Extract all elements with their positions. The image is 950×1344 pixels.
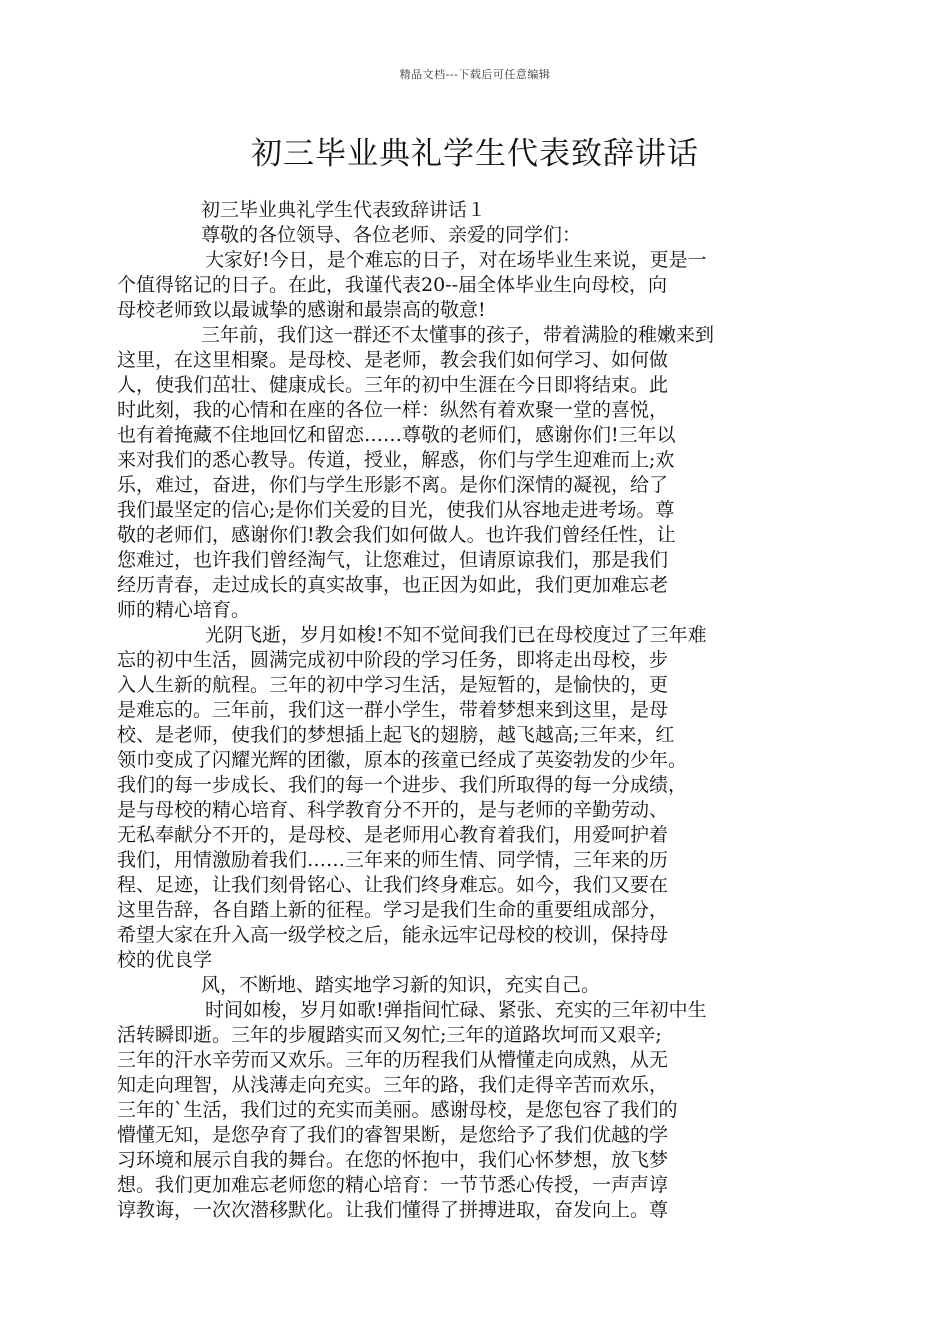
text-line: 您难过，也许我们曾经淘气，让您难过，但请原谅我们，那是我们 xyxy=(117,549,669,571)
text-line: 忘的初中生活，圆满完成初中阶段的学习任务，即将走出母校，步 xyxy=(117,649,669,671)
text-line: 光阴飞逝，岁月如梭!不知不觉间我们已在母校度过了三年难 xyxy=(205,624,707,646)
text-line: 来对我们的悉心教导。传道，授业，解惑，你们与学生迎难而上;欢 xyxy=(117,449,675,471)
text-line: 知走向理智，从浅薄走向充实。三年的路，我们走得辛苦而欢乐， xyxy=(117,1074,669,1096)
text-line: 大家好!今日，是个难忘的日子，对在场毕业生来说，更是一 xyxy=(205,249,707,271)
text-line: 入人生新的航程。三年的初中学习生活，是短暂的，是愉快的，更 xyxy=(117,674,669,696)
text-line: 人，使我们茁壮、健康成长。三年的初中生涯在今日即将结束。此 xyxy=(117,374,669,396)
text-line: 敬的老师们，感谢你们!教会我们如何做人。也许我们曾经任性，让 xyxy=(117,524,676,546)
text-line: 师的精心培育。 xyxy=(117,599,251,621)
text-line: 领巾变成了闪耀光辉的团徽，原本的孩童已经成了英姿勃发的少年。 xyxy=(117,749,688,771)
text-line: 我们最坚定的信心;是你们关爱的目光，使我们从容地走进考场。尊 xyxy=(117,499,675,521)
text-line: 我们的每一步成长、我们的每一个进步、我们所取得的每一分成绩， xyxy=(117,774,688,796)
text-line: 我们，用情激励着我们……三年来的师生情、同学情，三年来的历 xyxy=(117,849,669,871)
text-line: 母校老师致以最诚挚的感谢和最崇高的敬意! xyxy=(117,299,486,321)
text-line: 是难忘的。三年前，我们这一群小学生，带着梦想来到这里，是母 xyxy=(117,699,669,721)
text-line: 个值得铭记的日子。在此，我谨代表20--届全体毕业生向母校，向 xyxy=(117,274,668,296)
text-line: 希望大家在升入高一级学校之后，能永远牢记母校的校训，保持母 xyxy=(117,924,669,946)
text-line: 想。我们更加难忘老师您的精心培育：一节节悉心传授，一声声谆 xyxy=(117,1174,669,1196)
text-line: 时间如梭，岁月如歌!弹指间忙碌、紧张、充实的三年初中生 xyxy=(205,999,707,1021)
text-line: 校、是老师，使我们的梦想插上起飞的翅膀，越飞越高;三年来，红 xyxy=(117,724,675,746)
text-line: 尊敬的各位领导、各位老师、亲爱的同学们： xyxy=(201,224,582,246)
text-line: 习环境和展示自我的舞台。在您的怀抱中，我们心怀梦想，放飞梦 xyxy=(117,1149,669,1171)
text-line: 也有着掩藏不住地回忆和留恋……尊敬的老师们，感谢你们!三年以 xyxy=(117,424,676,446)
text-line: 校的优良学 xyxy=(117,949,213,971)
text-line: 时此刻，我的心情和在座的各位一样：纵然有着欢聚一堂的喜悦， xyxy=(117,399,669,421)
text-line: 这里告辞，各自踏上新的征程。学习是我们生命的重要组成部分， xyxy=(117,899,669,921)
text-line: 活转瞬即逝。三年的步履踏实而又匆忙;三年的道路坎坷而又艰辛; xyxy=(117,1024,662,1046)
text-line: 风，不断地、踏实地学习新的知识，充实自己。 xyxy=(201,974,601,996)
text-line: 三年前，我们这一群还不太懂事的孩子，带着满脸的稚嫩来到 xyxy=(201,324,715,346)
text-line: 无私奉献分不开的，是母校、是老师用心教育着我们，用爱呵护着 xyxy=(117,824,669,846)
text-line: 程、足迹，让我们刻骨铭心、让我们终身难忘。如今，我们又要在 xyxy=(117,874,669,896)
text-line: 三年的`生活，我们过的充实而美丽。感谢母校，是您包容了我们的 xyxy=(117,1099,678,1121)
text-line: 懵懂无知，是您孕育了我们的睿智果断，是您给予了我们优越的学 xyxy=(117,1124,669,1146)
text-line: 是与母校的精心培育、科学教育分不开的，是与老师的辛勤劳动、 xyxy=(117,799,669,821)
document-body xyxy=(117,198,817,1223)
text-line: 三年的汗水辛劳而又欢乐。三年的历程我们从懵懂走向成熟，从无 xyxy=(117,1049,669,1071)
text-line: 经历青春，走过成长的真实故事，也正因为如此，我们更加难忘老 xyxy=(117,574,669,596)
header-note: 精品文档---下载后可任意编辑 xyxy=(399,68,551,81)
text-line: 谆教诲，一次次潜移默化。让我们懂得了拼搏进取，奋发向上。尊 xyxy=(117,1199,669,1221)
text-line: 乐，难过，奋进，你们与学生形影不离。是你们深情的凝视，给了 xyxy=(117,474,669,496)
text-line: 初三毕业典礼学生代表致辞讲话１ xyxy=(201,199,487,221)
document-title: 初三毕业典礼学生代表致辞讲话 xyxy=(251,136,699,172)
text-line: 这里，在这里相聚。是母校、是老师，教会我们如何学习、如何做 xyxy=(117,349,669,371)
